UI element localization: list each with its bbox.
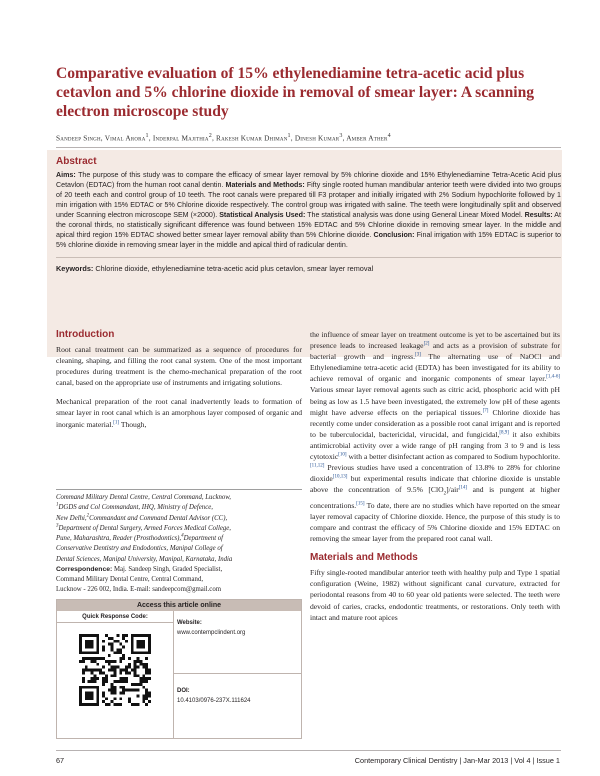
- author-name: Vimal Arora: [104, 133, 146, 143]
- access-online-box: [56, 599, 302, 739]
- methods-body: [310, 567, 560, 622]
- correspondence: Correspondence: Maj. Sandeep Singh, Graded Specialist,: [56, 565, 223, 573]
- keywords-divider: [56, 257, 561, 258]
- citation-link[interactable]: [14]: [458, 485, 468, 491]
- keywords: Keywords: Chlorine dioxide, ethylenediamine tetra-acetic acid plus cetavlon, smear layer removal: [56, 264, 374, 273]
- abstract-heading: Abstract: [56, 156, 97, 167]
- article-title: Comparative evaluation of 15% ethylenediamine tetra-acetic acid plus cetavlon and 5% chlorine dioxide in removal of smear layer: A scanning electron microscope study: [56, 65, 535, 120]
- correspondence-email[interactable]: Lucknow - 226 002, India. E-mail: sandeepcom@gmail.com: [56, 586, 222, 594]
- affiliations: Command Military Dental Centre, Central Command, Lucknow, $^1$DGDS and Col Commandant, IHQ, Ministry of Defence, New Delhi,$^2$Commandant and Command Dental Advisor (CC), $^3$Department of Dental Surgery, Armed Forces Medical College, Pune, Maharashtra, Reader (Prosthodontics),$^4$Department of Conservative Dentistry and Endodontics, Manipal College of Dental Sciences, Manipal University, Manipal, Karnataka, India Correspondence: Maj. Sandeep Singh, Graded Specialist, Command Military Dental Centre, Central Command, Lucknow - 226 002, India. E-mail: sandeepcom@gmail.com: [56, 493, 302, 596]
- access-heading: Access this article online: [57, 600, 301, 611]
- right-column: [310, 329, 560, 631]
- page-number: 67: [56, 756, 65, 765]
- qr-code-graphic: [79, 634, 151, 706]
- citation-link[interactable]: [3]: [415, 352, 421, 358]
- citation-link[interactable]: [2]: [423, 341, 430, 347]
- author-name: , Rakesh Kumar Dhiman: [211, 133, 288, 143]
- header-divider: [56, 147, 561, 148]
- author-name: , Amber Ather: [342, 133, 388, 143]
- citation-link[interactable]: [10]: [338, 452, 347, 458]
- citation-link[interactable]: [15]: [356, 501, 365, 507]
- website-label: Website:: [177, 620, 202, 626]
- citation-link[interactable]: [7]: [482, 408, 489, 414]
- author-list: Sandeep Singh, Vimal Arora$^1$, Inderpal Majithia$^2$, Rakesh Kumar Dhiman$^1$, Dinesh Kumar$^3$, Amber Ather$^4$: [56, 133, 391, 143]
- citation-link[interactable]: [10,13]: [332, 474, 348, 480]
- introduction-heading: Introduction: [56, 329, 115, 340]
- citation-link[interactable]: [1]: [113, 420, 120, 426]
- abstract-body: Aims: The purpose of this study was to compare the efficacy of smear layer removal by 5% chlorine dioxide and 15% Ethylenediamine Tetra-Acetic Acid plus Cetavlon (EDTAC) from the human root canal dentin. Materials and Methods: Fifty single rooted human mandibular anterior teeth were divided into two groups of 20 teeth each and control group of 10 teeth. The root canals were prepared till F3 protaper and initially irrigated with 2% Sodium hypochlorite followed by 1 min irrigation with 15% EDTAC or 5% Chlorine dioxide respectively. The control group was irrigated with saline. The teeth were longitudinally split and observed under Scanning electron microscope SEM (×2000). Statistical Analysis Used: The statistical analysis was done using General Linear Mixed Model. Results: At the coronal thirds, no statistically significant difference was found between 15% EDTAC and 5% Chlorine dioxide in removing smear layer. In the middle and apical third region 15% EDTAC showed better smear layer removal ability than 5% Chlorine dioxide. Conclusion: Final irrigation with 15% EDTAC is superior to 5% chlorine dioxide in removing smear layer in the middle and apical third of radicular dentin.: [56, 171, 561, 250]
- author-name: , Inderpal Majithia: [148, 133, 209, 143]
- journal-footer: Contemporary Clinical Dentistry | Jan-Mar 2013 | Vol 4 | Issue 1: [354, 756, 560, 765]
- qr-code-icon[interactable]: [79, 634, 151, 706]
- qr-label: Quick Response Code:: [57, 612, 173, 623]
- author-name: Sandeep Singh,: [56, 133, 103, 143]
- paragraph: the influence of smear layer on treatment outcome is yet to be ascertained but its presence leads to increased leakage[2] and acts as a provision of substrate for bacterial growth and ingress.[3] The alternating use of NaOCl and Ethylenediamine tetra-acetic acid (EDTA) has been investigated for its ability to achieve removal of organic and inorganic components of smear layer.[1,4-6] Various smear layer removal agents such as citric acid, phosphoric acid with pH being as low as 1.5 have been investigated, the extremely low pH of these agents might have adverse effects on the periapical tissues.[7] Chlorine dioxide has recently come under consideration as a possible root canal irrigant and is reported to be tuberculocidal, bactericidal, virucidal, and fungicidal,[8,9] it also exhibits antimicrobial activity over a wide range of pH ranging from 3 to 9 and is less cytotoxic[10] with a better disinfectant action as compared to Sodium hypochlorite.[11,12] Previous studies have used a concentration of 13.8% to 28% for chlorine dioxide[10,13] but experimental results indicate that chlorine dioxide is unstable above the concentration of 9.5% [ClO$_2$]/air[14] and is pungent at higher concentrations.[15] To date, there are no studies which have reported on the smear layer removal capacity of Chlorine dioxide. Hence, the purpose of this study is to compare and contrast the efficacy of 5% Chlorine dioxide and 15% EDTAC on removing the smear layer from the prepared root canal wall.: [310, 330, 560, 544]
- footer-divider: [56, 750, 561, 751]
- paragraph: Fifty single-rooted mandibular anterior teeth with healthy pulp and Type 1 spatial configuration (Weine, 1982) without significant canal curvature, extracted for periodontal reasons from 40 to 60 year old patients were selected. The teeth were devoid of caries, cracks, endodontic treatments, or restorations. Only teeth with intact and mature root apices: [310, 568, 560, 622]
- access-divider: [173, 611, 174, 739]
- doi-label: DOI:: [177, 688, 190, 694]
- methods-heading: Materials and Methods: [310, 552, 418, 564]
- citation-link[interactable]: [8,9]: [499, 430, 509, 436]
- access-divider: [174, 673, 301, 674]
- citation-link[interactable]: [1,4-6]: [546, 374, 560, 380]
- left-column: [56, 329, 302, 438]
- author-name: , Dinesh Kumar: [290, 133, 340, 143]
- citation-link[interactable]: [11,12]: [310, 463, 325, 469]
- paragraph: Root canal treatment can be summarized as a sequence of procedures for cleaning, shaping, and filling the root canal system. One of the most important procedures during treatment is the chemo-mechanical preparation of the root canal, based on the appropriate use of instruments and irrigating solutions.: [56, 345, 302, 388]
- doi-link[interactable]: 10.4103/0976-237X.111624: [177, 698, 251, 704]
- introduction-body: [56, 344, 302, 430]
- affiliation-divider: [56, 489, 302, 490]
- introduction-continued: [310, 329, 560, 544]
- paragraph: Mechanical preparation of the root canal inadvertently leads to formation of smear layer in root canal which is an amorphous layer composed of organic and inorganic material.[1] Though,: [56, 397, 302, 429]
- website-link[interactable]: www.contempclindent.org: [177, 630, 246, 636]
